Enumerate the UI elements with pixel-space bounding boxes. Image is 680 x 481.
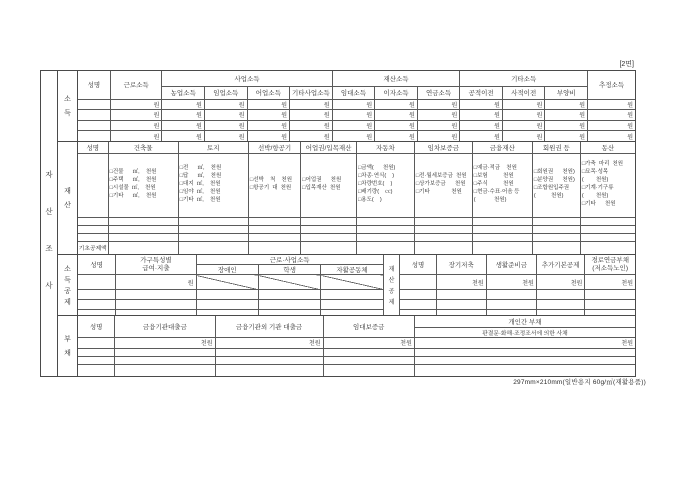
amount-cell: 원 [332,99,375,110]
col-header-name: 성명 [78,71,110,99]
vlabel-char: 재 [388,267,395,273]
entry-cell [196,300,258,310]
land-checkbox-list [178,153,248,217]
amount-cell: 원 [290,110,333,121]
col-header-support-expense: 부양비 [545,86,588,99]
col-header-rental-income: 임대소득 [332,86,375,99]
col-header-estimated-income: 추정소득 [588,71,635,99]
col-header-name-2: 성명 [400,255,436,275]
checkbox-item: □현금·수표·어음 등 [473,188,520,195]
name-cell [78,131,110,141]
checkbox-item: □건물 ㎡, 천원 [109,169,157,176]
form-title-char: 산 [45,206,53,216]
checkbox-item: □조합원입주권 [533,185,570,191]
checkbox-item: □묘목·성목 [581,169,609,176]
amount-cell: 원 [110,99,162,110]
checkbox-item: ( 천원) [533,192,564,199]
name-cell [78,337,115,348]
amount-cell: 원 [290,99,333,110]
entry-cell [178,241,248,254]
entry-cell [532,225,580,233]
col-header-public-transfer: 공적이전 [460,86,503,99]
col-header-vessel-aircraft: 선박/항공기 [248,142,300,153]
name-cell [78,275,116,290]
amount-cell: 원 [588,99,635,110]
name-cell [78,225,108,233]
col-header-vehicle: 자동차 [356,142,414,153]
amount-cell: 원 [375,120,418,131]
form-title-char: 조 [45,243,53,253]
name-cell [78,356,115,364]
checkbox-item: □용도( ) [357,196,382,203]
col-header-farm-income: 농업소득 [162,86,205,99]
name-cell [78,120,110,131]
entry-cell [472,241,532,254]
checkbox-item: □배기량( ㏄) [357,188,393,195]
checkbox-item: □기타 천원 [581,200,616,207]
entry-cell [414,364,635,376]
section-label-char: 부 [64,336,71,343]
entry-cell [196,290,258,300]
entry-cell [108,217,178,225]
checkbox-item: □항공기 대 천원 [249,185,292,191]
entry-cell [258,290,320,300]
amount-cell: 원 [247,120,290,131]
amount-cell: 원 [545,99,588,110]
group-header-property-income: 재산소득 [332,71,460,86]
amount-cell: 원 [332,120,375,131]
amount-cell: 원 [502,99,545,110]
group-header-personal-debt: 개인간 부채 [414,316,635,327]
entry-cell [414,217,472,225]
checkbox-item: □회원권 천원) [533,169,575,176]
checkbox-item: □가축 마리 천원 [581,161,624,168]
entry-cell [248,217,300,225]
checkbox-item: □대지 ㎡, 천원 [179,181,221,188]
entry-cell [472,225,532,233]
name-cell [78,99,110,110]
amount-cell: 원 [204,120,247,131]
amount-cell: 원 [460,99,503,110]
header-line: 가구특성별 [140,256,172,264]
amount-cell: 원 [290,131,333,141]
name-cell [78,290,116,300]
sub-header-personal-debt-docs: 판결문·화해·조정조서에 의한 사채 [414,327,635,337]
page-number-label: [2면] [619,61,634,68]
amount-cell: 원 [588,120,635,131]
form-title-vertical [41,71,58,376]
not-applicable-cell [258,275,320,290]
checkbox-item: □분양권 천원) [533,177,575,184]
amount-cell: 천원 [585,275,635,290]
amount-cell: 원 [332,131,375,141]
entry-cell [414,233,472,241]
income-table [78,71,635,141]
checkbox-item: ( 천원) [581,177,609,184]
checkbox-item: □차량번호( ) [357,181,393,188]
entry-cell [323,356,414,364]
entry-cell [178,233,248,241]
entry-cell [178,225,248,233]
entry-cell [356,233,414,241]
entry-cell [115,348,215,356]
name-cell [400,300,436,310]
amount-cell: 원 [375,99,418,110]
col-header-fishery-income: 어업소득 [247,86,290,99]
deduction-section [58,254,635,315]
debt-table [78,316,635,376]
entry-cell [486,290,536,300]
amount-cell: 원 [417,110,460,121]
col-header-financial-assets: 금융재산 [472,142,532,153]
amount-cell: 원 [162,110,205,121]
entry-cell [472,233,532,241]
amount-cell: 천원 [436,275,486,290]
entry-cell [116,300,196,310]
entry-cell [321,290,383,300]
entry-cell [414,225,472,233]
col-header-bank-loan: 금융기관대출금 [115,316,215,337]
section-label-char: 소 [64,96,71,103]
entry-cell [116,290,196,300]
checkbox-item: □어업권 천원 [302,177,342,184]
section-label-char: 소 [64,265,71,273]
assets-section [58,141,635,254]
group-header-other-income: 기타소득 [460,71,588,86]
checkbox-item: □입목재산 천원 [302,185,341,191]
entry-cell [585,290,635,300]
amount-cell: 원 [162,131,205,141]
entry-cell [215,356,323,364]
checkbox-item: □답 ㎡, 천원 [179,173,222,180]
name-cell [78,300,116,310]
amount-cell: 원 [204,99,247,110]
entry-cell [414,348,635,356]
entry-cell [356,217,414,225]
entry-cell [536,300,584,310]
amount-cell: 원 [116,275,196,290]
col-header-living-reserve: 생활준비금 [486,255,536,275]
header-line: 경로연금부채 [591,256,629,264]
amount-cell: 원 [162,120,205,131]
amount-cell: 천원 [215,337,323,348]
name-cell [78,110,110,121]
amount-cell: 천원 [414,337,635,348]
entry-cell [414,241,472,254]
amount-cell: 원 [588,110,635,121]
entry-cell [108,225,178,233]
assets-table [78,142,635,254]
basic-deduction-label: 기초공제액 [78,241,108,254]
header-line: 급여·지출 [142,264,170,272]
header-line: (저소득노인) [592,264,629,272]
entry-cell [580,241,635,254]
entry-cell [248,225,300,233]
checkbox-item: ( 천원) [473,196,507,203]
col-header-self-support-community: 자활공동체 [321,265,383,275]
checkbox-item: □주식 천원 [473,181,514,188]
amount-cell: 원 [545,120,588,131]
building-checkbox-list [108,153,178,217]
vertical-label-chars [384,264,400,306]
amount-cell: 원 [110,110,162,121]
name-cell [78,364,115,376]
amount-cell: 천원 [115,337,215,348]
section-label-char: 제 [64,298,71,306]
amount-cell: 원 [247,110,290,121]
vlabel-char: 공 [388,289,395,295]
entry-cell [414,356,635,364]
section-label-income [58,71,78,141]
section-label-char: 재 [64,188,71,195]
col-header-pension-income: 연금소득 [417,86,460,99]
entry-cell [532,233,580,241]
name-cell [78,233,108,241]
amount-cell: 원 [110,131,162,141]
col-header-name: 성명 [78,316,115,337]
entry-cell [323,348,414,356]
entry-cell [585,300,635,310]
amount-cell: 원 [375,110,418,121]
checkbox-item: □기타 ㎡, 천원 [109,192,157,199]
col-header-student: 학생 [258,265,320,275]
amount-cell: 원 [460,120,503,131]
entry-cell [436,290,486,300]
entry-cell [301,241,357,254]
membership-checkbox-list [532,153,580,217]
col-header-membership: 회원권 등 [532,142,580,153]
checkbox-item: □보험 천원 [473,173,514,180]
asset-survey-form [40,70,636,377]
amount-cell: 원 [417,120,460,131]
fishery-checkbox-list [301,153,357,217]
income-section [58,71,635,141]
asset-deduction-vertical-label [383,255,400,315]
col-header-other-business-income: 기타사업소득 [290,86,333,99]
entry-cell [115,356,215,364]
entry-cell [580,233,635,241]
amount-cell: 천원 [323,337,414,348]
col-header-forestry-income: 임업소득 [204,86,247,99]
entry-cell [323,364,414,376]
amount-cell: 원 [375,131,418,141]
form-title-char: 사 [45,280,53,290]
checkbox-item: □전·월세보증금 천원 [415,173,467,180]
entry-cell [301,225,357,233]
entry-cell [472,217,532,225]
amount-cell: 원 [502,120,545,131]
checkbox-item: □기타 ㎡, 천원 [179,196,221,203]
col-header-private-transfer: 사적이전 [502,86,545,99]
entry-cell [580,217,635,225]
entry-cell [536,290,584,300]
col-header-additional-basic-deduction: 추가기본공제 [536,255,584,275]
entry-cell [115,364,215,376]
checkbox-item: □기타 천원 [415,188,462,195]
movables-checkbox-list [580,153,635,217]
checkbox-item: □예금·적금 천원 [473,165,517,172]
debt-section [58,315,635,376]
col-header-fishery-timber: 어업권/입목재산 [301,142,357,153]
section-label-char: 채 [64,350,71,357]
amount-cell: 원 [162,99,205,110]
col-header-longterm-savings: 장기저축 [436,255,486,275]
col-header-nonbank-loan: 금융기관외 기관 대출금 [215,316,323,337]
entry-cell [356,225,414,233]
checkbox-item: □금액( 천원) [357,165,396,172]
entry-cell [215,348,323,356]
amount-cell: 원 [502,131,545,141]
name-cell [400,275,436,290]
deduction-table [78,255,635,315]
entry-cell [580,225,635,233]
vlabel-char: 산 [388,278,395,284]
name-cell [400,290,436,300]
amount-cell: 원 [110,120,162,131]
col-header-name: 성명 [78,142,108,153]
checkbox-item: □전 ㎡, 천원 [179,165,222,172]
amount-cell: 원 [588,131,635,141]
section-label-char: 득 [64,110,71,117]
checkbox-item: □차종·연식( ) [357,173,395,180]
col-header-building: 건축물 [108,142,178,153]
col-header-senior-pension [585,255,635,275]
name-cell [78,217,108,225]
col-header-name: 성명 [78,255,116,275]
checkbox-item: ( 천원) [581,192,609,199]
amount-cell: 원 [247,131,290,141]
entry-cell [108,233,178,241]
col-header-interest-income: 이자소득 [375,86,418,99]
section-label-char: 득 [64,276,71,284]
entry-cell [532,241,580,254]
amount-cell: 원 [204,131,247,141]
col-header-land: 토지 [178,142,248,153]
entry-cell [436,300,486,310]
amount-cell: 원 [545,131,588,141]
amount-cell: 원 [290,120,333,131]
entry-cell [301,233,357,241]
entry-cell [321,300,383,310]
amount-cell: 원 [460,131,503,141]
checkbox-item: □시설물 ㎡, 천원 [109,185,156,191]
amount-cell: 원 [332,110,375,121]
entry-cell [215,364,323,376]
entry-cell [486,300,536,310]
vehicle-checkbox-list [356,153,414,217]
group-header-business-income: 사업소득 [162,71,332,86]
amount-cell: 원 [204,110,247,121]
checkbox-item: □임야 ㎡, 천원 [179,188,221,195]
amount-cell: 원 [502,110,545,121]
not-applicable-cell [321,275,383,290]
finance-checkbox-list [472,153,532,217]
entry-cell [258,300,320,310]
entry-cell [178,217,248,225]
section-label-char: 공 [64,287,71,295]
amount-cell: 천원 [536,275,584,290]
col-header-lease-deposit: 임차보증금 [414,142,472,153]
section-label-debt [58,316,78,376]
entry-cell [248,241,300,254]
form-title-char: 자 [45,169,53,179]
checkbox-item: □상가보증금 천원 [415,181,466,188]
vlabel-char: 제 [388,300,395,306]
amount-cell: 원 [417,131,460,141]
entry-cell [301,217,357,225]
amount-cell: 천원 [486,275,536,290]
vessel-checkbox-list [248,153,300,217]
amount-cell: 원 [460,110,503,121]
col-header-household-benefit [116,255,196,275]
section-label-deduction [58,255,78,315]
checkbox-item: □선박 척 천원 [249,177,293,184]
entry-cell [532,217,580,225]
entry-cell [356,241,414,254]
section-label-char: 산 [64,202,71,209]
section-label-assets [58,142,78,254]
name-cell [78,348,115,356]
lease-checkbox-list [414,153,472,217]
checkbox-item: □주택 ㎡, 천원 [109,177,157,184]
amount-cell: 원 [247,99,290,110]
checkbox-item: □기계·기구류 [581,185,614,191]
paper-spec-note: 297mm×210mm(일반용지 60g/㎡(재활용품)) [513,379,646,386]
not-applicable-cell [196,275,258,290]
col-header-disabled: 장애인 [196,265,258,275]
amount-cell: 원 [417,99,460,110]
col-header-rental-deposit-debt: 임대보증금 [323,316,414,337]
group-header-work-business-income: 근로·사업소득 [196,255,383,265]
entry-cell [108,241,178,254]
amount-cell: 원 [545,110,588,121]
name-cell [78,153,108,217]
col-header-movables: 동산 [580,142,635,153]
col-header-earned-income: 근로소득 [110,71,162,99]
entry-cell [248,233,300,241]
